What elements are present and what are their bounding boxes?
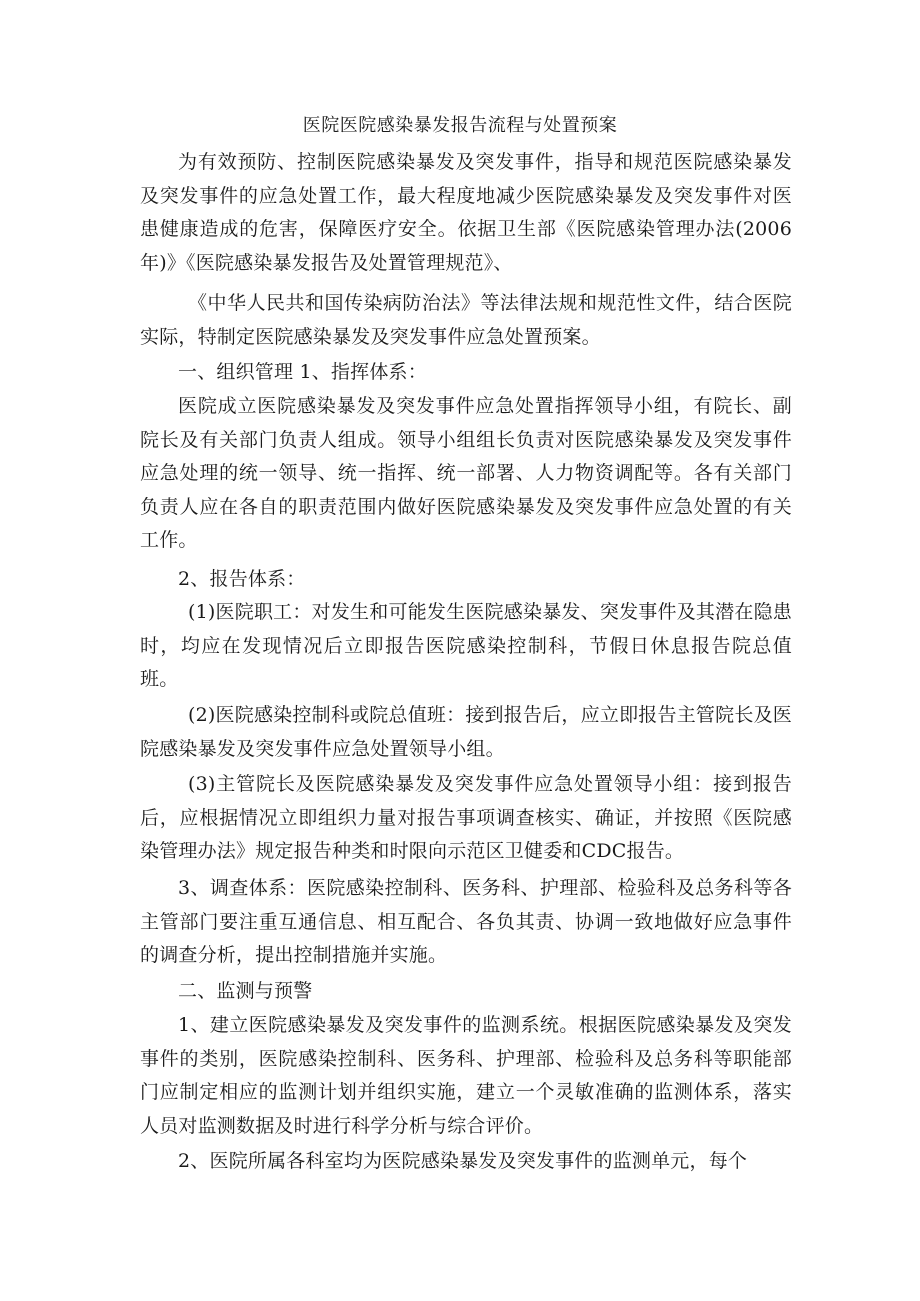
document-title: 医院医院感染暴发报告流程与处置预案 (302, 115, 618, 136)
paragraph-report-staff: (1)医院职工：对发生和可能发生医院感染暴发、突发事件及其潜在隐患时，均应在发现情况后立即报告医院感染控制科，节假日休息报告院总值班。 (140, 601, 792, 690)
paragraph-intro: 为有效预防、控制医院感染暴发及突发事件，指导和规范医院感染暴发及突发事件的应急处置工作，最大程度地减少医院感染暴发及突发事件对医患健康造成的危害，保障医疗安全。依据卫生部《医院感染管理办法(2006年)》《医院感染暴发报告及处置管理规范》、 (140, 151, 792, 274)
section-heading-monitoring: 二、监测与预警 (178, 980, 313, 1002)
paragraph-investigation-system: 3、调查体系：医院感染控制科、医务科、护理部、检验科及总务科等各主管部门要注重互通信息、相互配合、各负其责、协调一致地做好应急事件的调查分析，提出控制措施并实施。 (140, 877, 792, 966)
section-heading-organization: 一、组织管理 1、指挥体系： (178, 361, 427, 383)
paragraph-monitoring-units: 2、医院所属各科室均为医院感染暴发及突发事件的监测单元，每个 (178, 1150, 748, 1172)
paragraph-command-system: 医院成立医院感染暴发及突发事件应急处置指挥领导小组，有院长、副院长及有关部门负责人组成。领导小组组长负责对医院感染暴发及突发事件应急处理的统一领导、统一指挥、统一部署、人力物资调配等。各有关部门负责人应在各自的职责范围内做好医院感染暴发及突发事件应急处置的有关工作。 (140, 395, 792, 551)
paragraph-intro-continued: 《中华人民共和国传染病防治法》等法律法规和规范性文件，结合医院实际，特制定医院感染暴发及突发事件应急处置预案。 (140, 292, 792, 348)
paragraph-report-infection-control: (2)医院感染控制科或院总值班：接到报告后，应立即报告主管院长及医院感染暴发及突发事件应急处置领导小组。 (140, 704, 792, 760)
paragraph-monitoring-system: 1、建立医院感染暴发及突发事件的监测系统。根据医院感染暴发及突发事件的类别，医院感染控制科、医务科、护理部、检验科及总务科等职能部门应制定相应的监测计划并组织实施，建立一个灵敏准确的监测体系，落实人员对监测数据及时进行科学分析与综合评价。 (140, 1014, 792, 1137)
paragraph-report-leadership: (3)主管院长及医院感染暴发及突发事件应急处置领导小组：接到报告后，应根据情况立即组织力量对报告事项调查核实、确证，并按照《医院感染管理办法》规定报告种类和时限向示范区卫健委和CDC报告。 (140, 773, 792, 862)
subheading-reporting-system: 2、报告体系： (178, 568, 306, 590)
